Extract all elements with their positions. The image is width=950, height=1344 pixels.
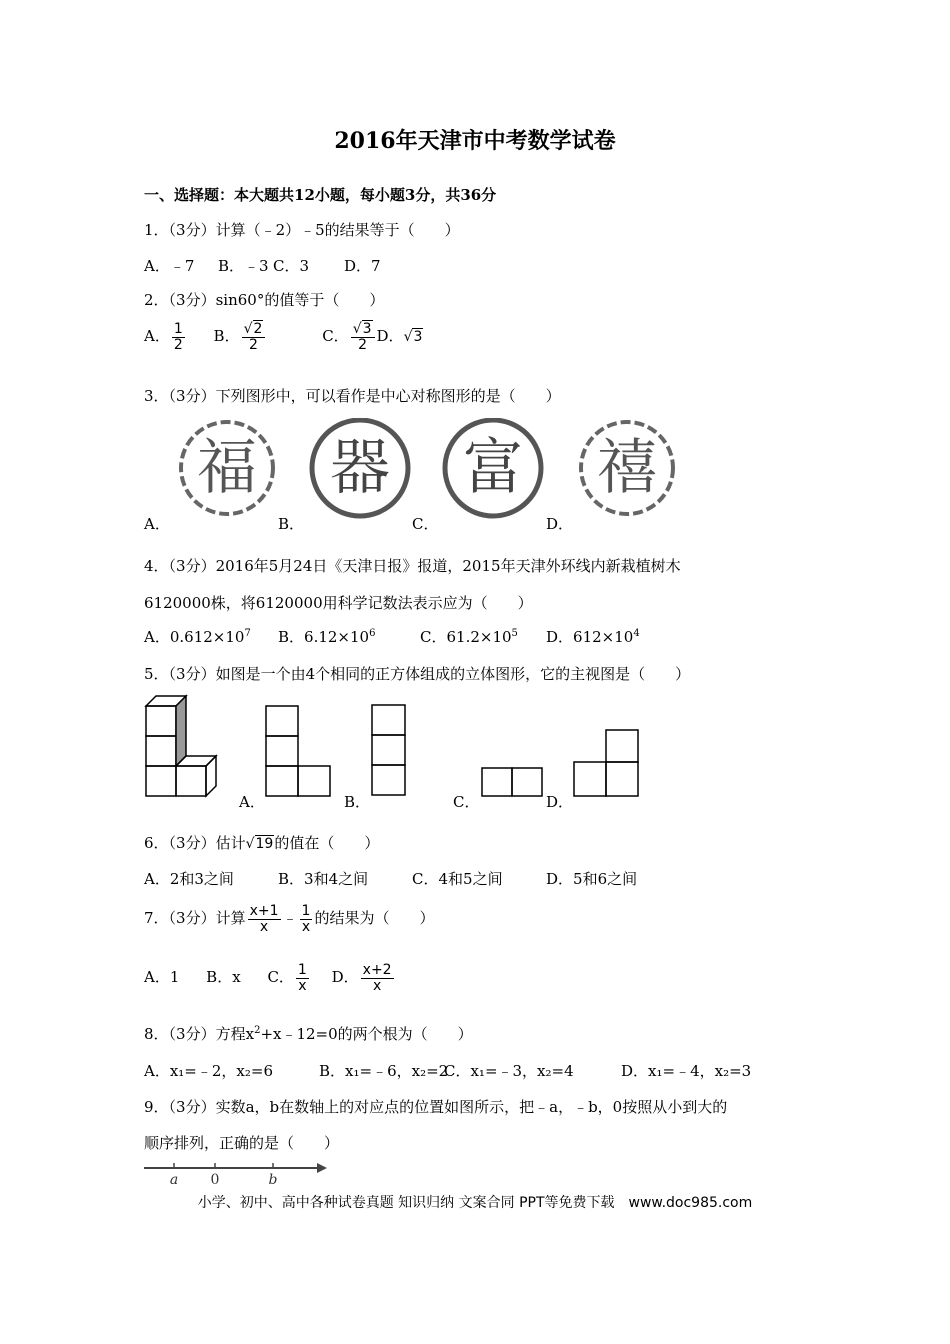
- q5-solid-figure: [146, 696, 216, 796]
- q8-option-c: C．x₁=﹣3，x₂=4: [444, 1062, 574, 1080]
- page-title: 2016年天津市中考数学试卷: [334, 128, 616, 154]
- q1-option-c: C．3: [273, 257, 310, 275]
- q5-option-c-figure: [482, 768, 542, 796]
- q3-option-d: D．: [546, 515, 574, 533]
- q4-line2: 6120000株，将6120000用科学记数法表示应为（ ）: [144, 594, 533, 612]
- q7-fraction-2: $\frac{1}{x}$: [301, 903, 311, 935]
- seal-b-char: 器: [330, 433, 390, 503]
- q1-option-a: A．﹣7: [144, 257, 195, 275]
- q2-d-sqrt: √3: [403, 329, 423, 346]
- seal-d-char: 禧: [597, 433, 657, 503]
- q6-stem: 6．（3分）估计√19的值在（ ）: [144, 834, 380, 852]
- q7-c-fraction: $\frac{1}{x}$: [297, 962, 307, 994]
- q1-option-b: B．﹣3: [218, 257, 269, 275]
- q5-option-b-figure: [372, 705, 405, 795]
- footer-watermark: 小学、初中、高中各种试卷真题 知识归纳 文案合同 PPT等免费下载 www.doc985.com: [197, 1195, 753, 1211]
- q2-stem: 2．（3分）sin60°的值等于（ ）: [144, 291, 385, 309]
- q3-seal-figures: [175, 418, 685, 522]
- q8-option-b: B．x₁=﹣6，x₂=2: [319, 1062, 449, 1080]
- q8-stem: 8．（3分）方程$x^2+x﹣12=0$的两个根为（ ）: [144, 1025, 473, 1043]
- label-0: 0: [210, 1172, 220, 1188]
- q1-option-d: D．7: [344, 257, 381, 275]
- q9-number-line: [142, 1158, 332, 1188]
- q3-option-b: B．: [278, 515, 305, 533]
- seal-c-char: 富: [463, 433, 523, 503]
- q9-line1: 9．（3分）实数a，b在数轴上的对应点的位置如图所示，把﹣a，﹣b，0按照从小到大的: [144, 1098, 728, 1116]
- q6-option-d: D．5和6之间: [546, 870, 638, 888]
- q3-option-a: A．: [144, 515, 170, 533]
- q8-option-a: A．x₁=﹣2，x₂=6: [144, 1062, 274, 1080]
- q5-option-a: A．: [239, 793, 265, 811]
- label-a: a: [169, 1172, 179, 1188]
- q6-option-b: B．3和4之间: [278, 870, 369, 888]
- q4-line1: 4．（3分）2016年5月24日《天津日报》报道，2015年天津外环线内新栽植树木: [144, 557, 681, 575]
- q2-a-fraction: $\frac{1}{2}$: [173, 321, 183, 353]
- q2-option-b: B．: [213, 327, 240, 346]
- q6-option-c: C．4和5之间: [412, 870, 503, 888]
- q8-option-d: D．x₁=﹣4，x₂=3: [621, 1062, 752, 1080]
- q7-stem: 7．（3分）计算 $\frac{x+1}{x}$ ﹣ $\frac{1}{x}$ 的结果为（ ）: [144, 903, 435, 935]
- q5-stem: 5．（3分）如图是一个由4个相同的正方体组成的立体图形，它的主视图是（ ）: [144, 665, 691, 683]
- q2-option-d: D．: [376, 327, 404, 346]
- q5-figures: [144, 694, 674, 804]
- q7-options: [144, 963, 396, 993]
- q7-d-fraction: $\frac{x+2}{x}$: [362, 962, 392, 994]
- q5-option-a-figure: [266, 706, 330, 796]
- q4-option-d: D．$612\times 10^4$: [546, 628, 640, 646]
- q7-option-b: B．x: [206, 968, 241, 987]
- q7-fraction-1: $\frac{x+1}{x}$: [249, 903, 279, 935]
- seal-a-char: 福: [197, 433, 257, 503]
- q5-option-d: D．: [546, 793, 574, 811]
- q7-option-c: C．: [267, 968, 294, 987]
- q2-c-fraction: $\frac{√3}{2}$: [351, 322, 375, 352]
- q5-option-b: B．: [344, 793, 371, 811]
- q6-option-a: A．2和3之间: [144, 870, 234, 888]
- section-heading: 一、选择题：本大题共12小题，每小题3分，共36分: [144, 186, 497, 204]
- q7-option-d: D．: [331, 968, 359, 987]
- number-line-arrow: [317, 1163, 327, 1173]
- q2-option-a: A．: [144, 327, 170, 346]
- q5-option-c: C．: [453, 793, 480, 811]
- q4-option-a: A．$0.612\times 10^7$: [144, 628, 251, 646]
- q5-option-d-figure: [574, 730, 638, 796]
- q7-option-a: A．1: [144, 968, 180, 987]
- q1-stem: 1．（3分）计算（﹣2）﹣5的结果等于（ ）: [144, 221, 460, 239]
- q3-stem: 3．（3分）下列图形中，可以看作是中心对称图形的是（ ）: [144, 387, 561, 405]
- q6-sqrt: √19: [245, 836, 274, 852]
- q3-option-c: C．: [412, 515, 439, 533]
- q9-line2: 顺序排列，正确的是（ ）: [144, 1134, 340, 1152]
- q4-option-c: C．$61.2\times 10^5$: [420, 628, 518, 646]
- q4-option-b: B．$6.12\times 10^6$: [278, 628, 376, 646]
- q2-options: [144, 322, 423, 352]
- q2-b-fraction: $\frac{√2}{2}$: [242, 322, 266, 352]
- q2-option-c: C．: [322, 327, 349, 346]
- label-b: b: [268, 1172, 278, 1188]
